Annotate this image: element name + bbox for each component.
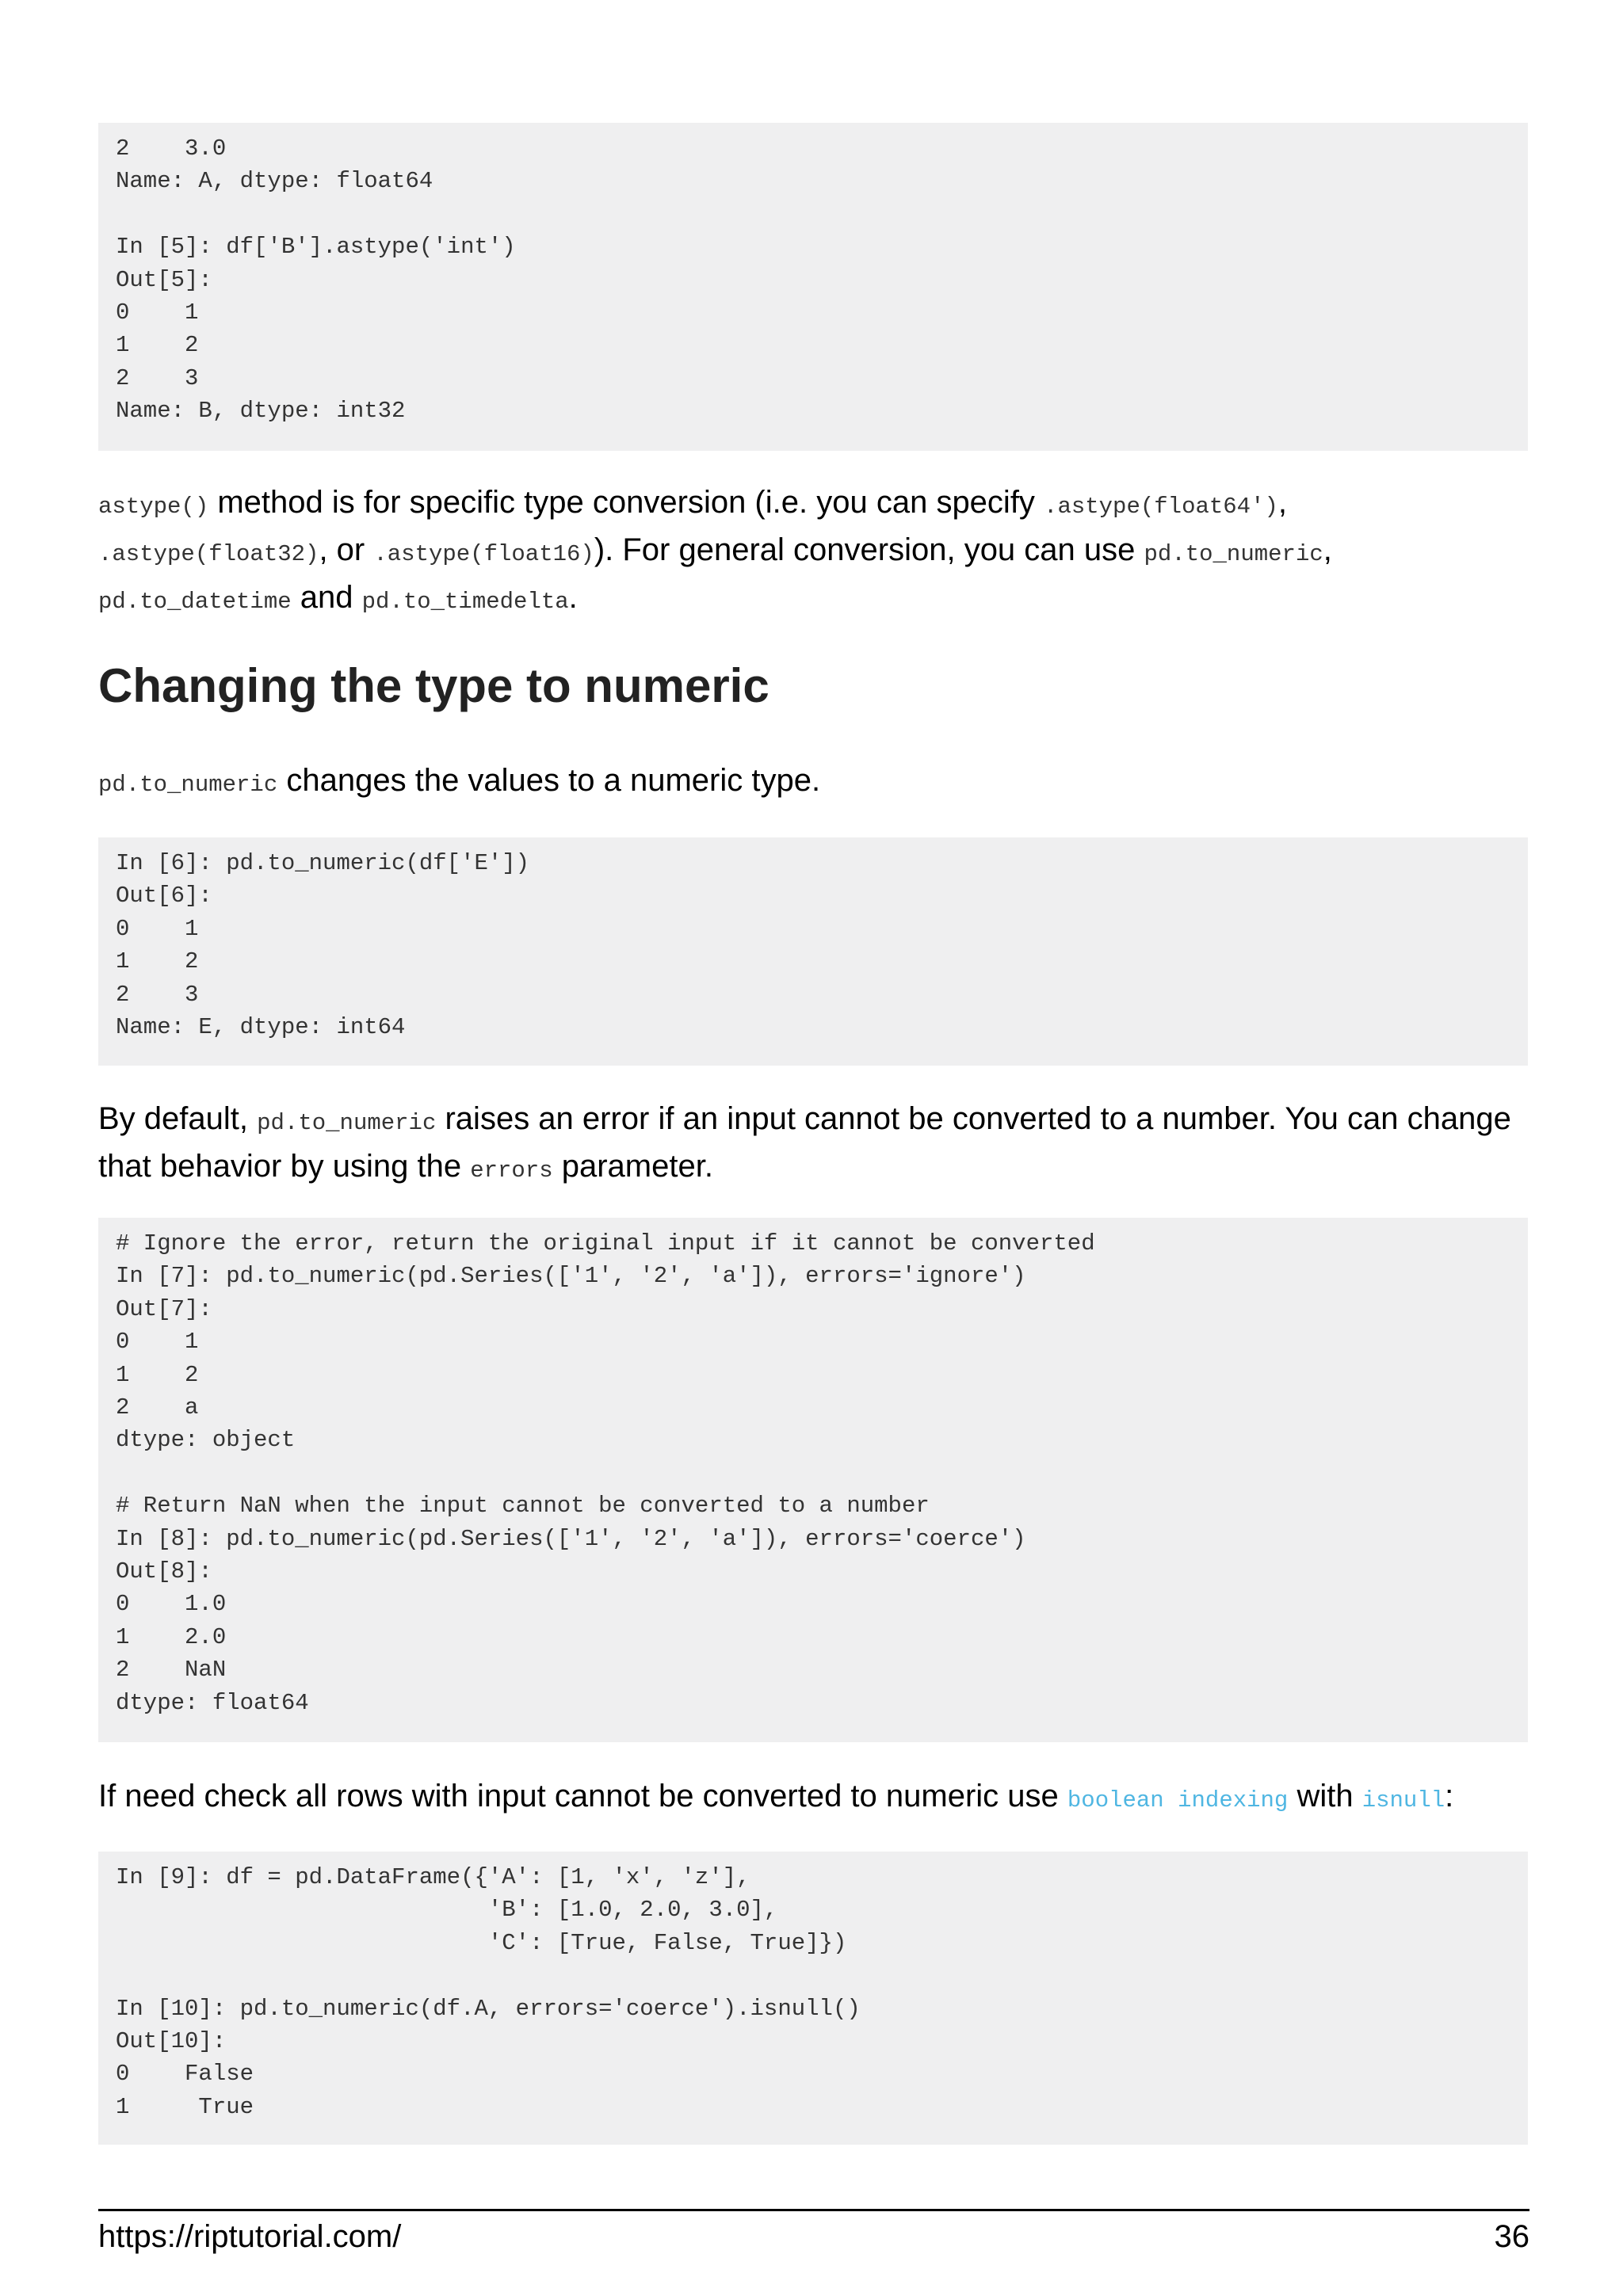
code-block — [98, 837, 1528, 1066]
paragraph-text: , — [1277, 485, 1288, 520]
isnull-link[interactable]: isnull — [1361, 1787, 1445, 1814]
code-block — [98, 1852, 1528, 2145]
footer-divider — [98, 2209, 1529, 2211]
code-block — [98, 123, 1528, 451]
inline-code: pd.to_datetime — [98, 589, 292, 615]
paragraph-text: ). For general conversion, you can use — [594, 532, 1144, 567]
code-text: # Ignore the error, return the original input if it cannot be converted In [7]: pd.to_numeric(pd.Series(['1', '2', 'a']), errors='ignore') Out[7]: 0 1 1 2 2 a dtype: object # Return NaN when the input cannot be converted to a number In [8]: pd.to_numeric(pd.Series(['1', '2', 'a']), errors='coerce') Out[8]: 0 1.0 1 2.0 2 NaN dtype: float64 — [116, 1230, 1095, 1716]
paragraph — [98, 481, 1528, 624]
inline-code: .astype(float32) — [98, 541, 319, 567]
page-number: 36 — [1494, 2219, 1529, 2254]
paragraph-text: If need check all rows with input cannot be converted to numeric use — [98, 1779, 1067, 1814]
inline-code: .astype(float16) — [373, 541, 594, 567]
paragraph — [98, 759, 1528, 807]
paragraph-text: . — [568, 580, 578, 615]
paragraph-text: By default, — [98, 1101, 258, 1136]
paragraph — [98, 1775, 1528, 1822]
footer-url: https://riptutorial.com/ — [98, 2219, 402, 2254]
inline-code: pd.to_numeric — [98, 772, 278, 798]
paragraph-text: parameter. — [552, 1149, 713, 1184]
section-heading: Changing the type to numeric — [98, 659, 769, 712]
paragraph-text: : — [1445, 1779, 1454, 1814]
inline-code: pd.to_timedelta — [361, 589, 569, 615]
inline-code: pd.to_numeric — [257, 1110, 437, 1136]
code-text: In [6]: pd.to_numeric(df['E']) Out[6]: 0 1 1 2 2 3 Name: E, dtype: int64 — [116, 850, 530, 1041]
code-block — [98, 1218, 1528, 1742]
paragraph-text: and — [291, 580, 362, 615]
boolean-indexing-link[interactable]: boolean indexing — [1067, 1787, 1289, 1814]
paragraph-text: with — [1288, 1779, 1362, 1814]
paragraph-text: method is for specific type conversion (i.e. you can specify — [208, 485, 1044, 520]
paragraph-text: , — [1323, 532, 1332, 567]
code-text: In [9]: df = pd.DataFrame({'A': [1, 'x', 'z'], 'B': [1.0, 2.0, 3.0], 'C': [True, False, True]}) In [10]: pd.to_numeric(df.A, errors='coerce').isnull() Out[10]: 0 False 1 True — [116, 1864, 861, 2120]
paragraph-text: changes the values to a numeric type. — [277, 763, 821, 798]
paragraph-text: , or — [319, 532, 374, 567]
paragraph — [98, 1097, 1528, 1192]
inline-code: astype() — [98, 494, 209, 520]
code-text: 2 3.0 Name: A, dtype: float64 In [5]: df['B'].astype('int') Out[5]: 0 1 1 2 2 3 Name: B, dtype: int32 — [116, 135, 516, 425]
inline-code: errors — [470, 1158, 553, 1184]
inline-code: pd.to_numeric — [1144, 541, 1323, 567]
inline-code: .astype(float64') — [1044, 494, 1278, 520]
paragraph-text: raises an error if an input cannot be converted to a number. You can change that behavior by using the — [98, 1101, 1511, 1184]
